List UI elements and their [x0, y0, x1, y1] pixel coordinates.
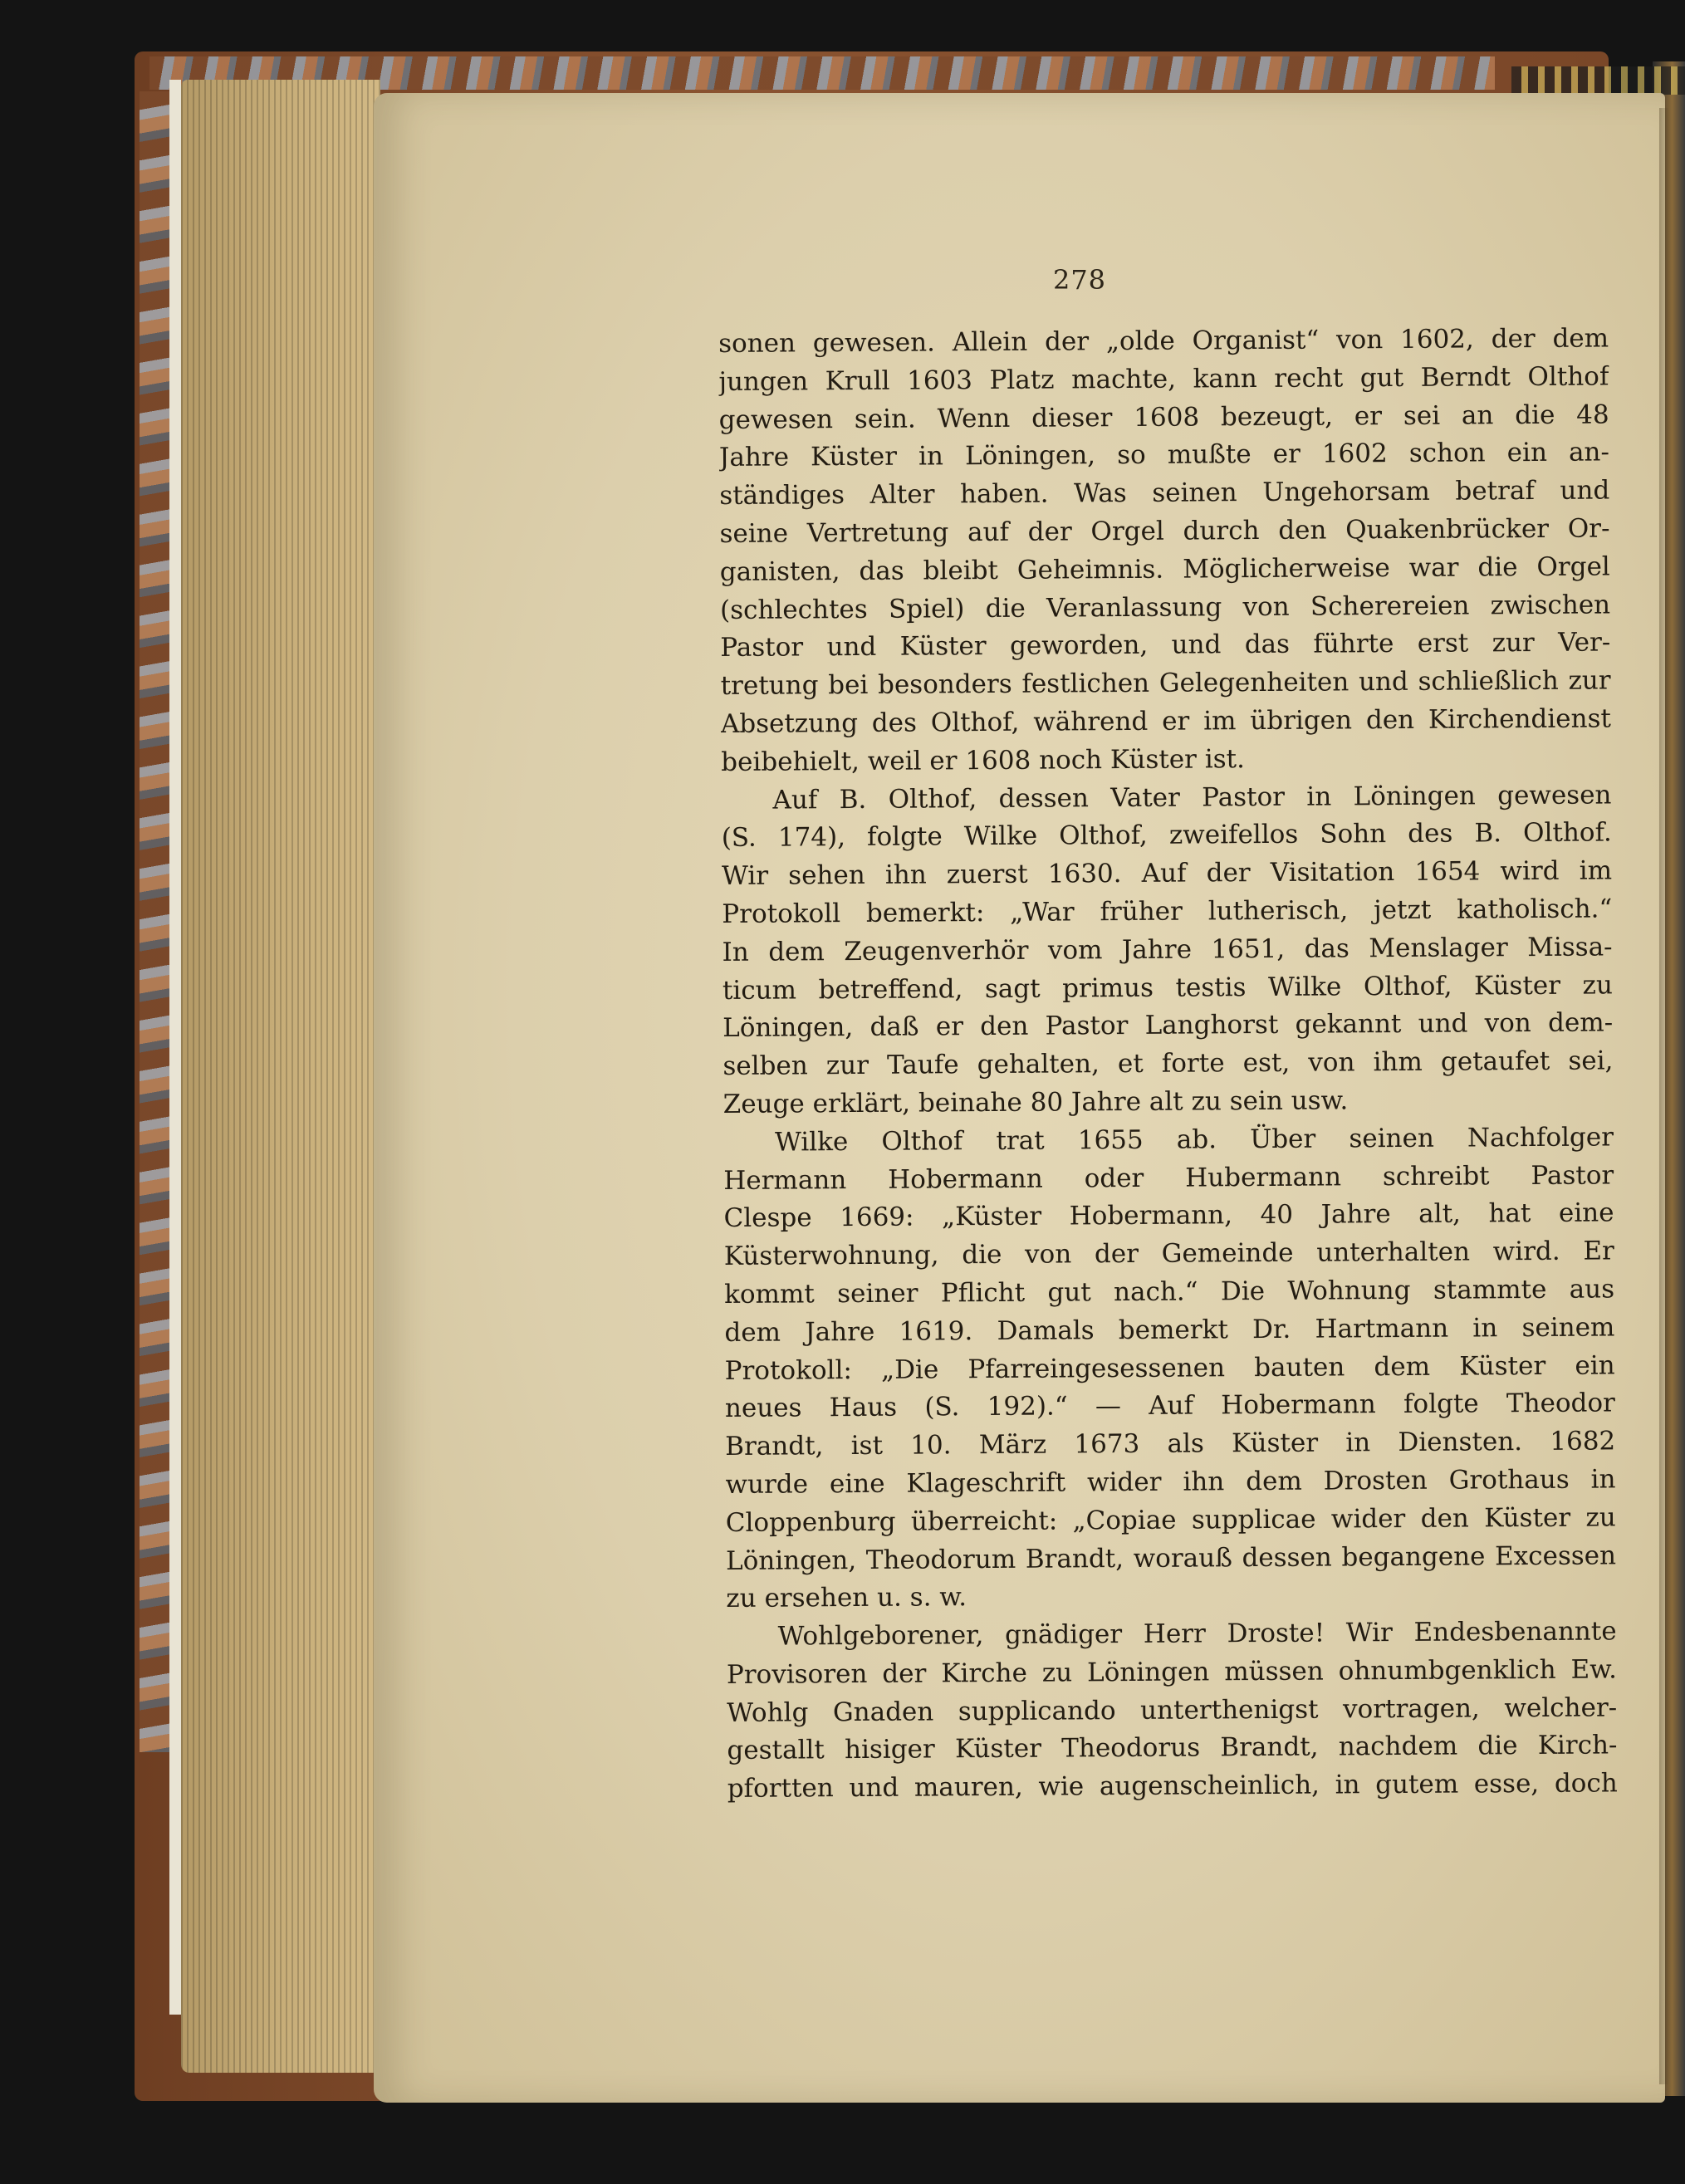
- text-line: (schlechtes Spiel) die Veranlassung von Scherereien zwischen: [719, 590, 1611, 625]
- text-line: (S. 174), folgte Wilke Olthof, zweifellos Sohn des B. Olthof.: [721, 817, 1612, 854]
- text-line: neues Haus (S. 192).“ — Auf Hobermann folgte Theodor: [724, 1388, 1616, 1424]
- text-line: Jahre Küster in Löningen, so mußte er 1602 schon ein an-: [718, 437, 1610, 473]
- text-line: Wir sehen ihn zuerst 1630. Auf der Visitation 1654 wird im: [721, 855, 1613, 892]
- text-line: Wohlg Gnaden supplicando unterthenigst vortragen, welcher-: [727, 1692, 1618, 1728]
- text-line: Löningen, daß er den Pastor Langhorst gekannt und von dem-: [722, 1007, 1614, 1044]
- text-line: zu ersehen u. s. w.: [726, 1582, 967, 1614]
- text-line: sonen gewesen. Allein der „olde Organist“ von 1602, der dem: [718, 323, 1609, 359]
- text-line: gewesen sein. Wenn dieser 1608 bezeugt, er sei an die 48: [718, 399, 1609, 435]
- body-text: [718, 320, 1618, 1809]
- ruler-strip: [1511, 66, 1685, 95]
- text-line: Clespe 1669: „Küster Hobermann, 40 Jahre alt, hat eine: [723, 1197, 1614, 1234]
- text-line: Zeuge erklärt, beinahe 80 Jahre alt zu sein usw.: [722, 1085, 1349, 1119]
- text-line: In dem Zeugenverhör vom Jahre 1651, das Menslager Missa-: [722, 932, 1613, 967]
- text-line: dem Jahre 1619. Damals bemerkt Dr. Hartmann in seinem: [724, 1312, 1615, 1348]
- text-line: Absetzung des Olthof, während er im übrigen den Kirchendienst: [720, 703, 1612, 739]
- text-line: tretung bei besonders festlichen Gelegenheiten und schließlich zur: [720, 665, 1611, 702]
- text-line: ganisten, das bleibt Geheimnis. Möglicherweise war die Orgel: [719, 551, 1610, 587]
- text-line: Cloppenburg überreicht: „Copiae supplicae wider den Küster zu: [725, 1502, 1616, 1538]
- text-line: Provisoren der Kirche zu Löningen müssen ohnumbgenklich Ew.: [726, 1654, 1618, 1690]
- text-line: Pastor und Küster geworden, und das führte erst zur Ver-: [720, 627, 1611, 664]
- text-line: Küsterwohnung, die von der Gemeinde unterhalten wird. Er: [723, 1236, 1614, 1272]
- text-line: kommt seiner Pflicht gut nach.“ Die Wohnung stammte aus: [724, 1274, 1615, 1310]
- page-gutter-shadow: [1659, 108, 1669, 2084]
- text-line: ständiges Alter haben. Was seinen Ungehorsam betraf und: [719, 475, 1610, 512]
- text-line: Wohlgeborener, gnädiger Herr Droste! Wir Endesbenannte: [777, 1616, 1617, 1652]
- text-line: gestallt hisiger Küster Theodorus Brandt, nachdem die Kirch-: [727, 1730, 1618, 1766]
- text-line: Protokoll: „Die Pfarreingesessenen bauten dem Küster ein: [724, 1349, 1615, 1386]
- text-line: pfortten und mauren, wie augenscheinlich, in gutem esse, doch: [727, 1768, 1618, 1804]
- text-line: jungen Krull 1603 Platz machte, kann recht gut Berndt Olthof: [718, 361, 1609, 397]
- page-stack-edges: [181, 80, 380, 2073]
- page-number: 278: [1052, 264, 1107, 296]
- text-line: Brandt, ist 10. März 1673 als Küster in Diensten. 1682: [725, 1426, 1616, 1462]
- page-block-white-edge: [169, 80, 181, 2015]
- text-line: Löningen, Theodorum Brandt, worauß dessen begangene Excessen: [725, 1540, 1617, 1576]
- text-line: ticum betreffend, sagt primus testis Wilke Olthof, Küster zu: [722, 969, 1613, 1006]
- text-line: Auf B. Olthof, dessen Vater Pastor in Löningen gewesen: [772, 780, 1612, 815]
- text-line: seine Vertretung auf der Orgel durch den Quakenbrücker Or-: [719, 513, 1610, 549]
- text-line: Hermann Hobermann oder Hubermann schreibt Pastor: [723, 1159, 1614, 1196]
- text-line: wurde eine Klageschrift wider ihn dem Drosten Grothaus in: [725, 1464, 1616, 1500]
- text-line: Wilke Olthof trat 1655 ab. Über seinen Nachfolger: [774, 1122, 1614, 1158]
- marbled-edge-left: [140, 91, 171, 1752]
- text-line: selben zur Taufe gehalten, et forte est, von ihm getaufet sei,: [722, 1045, 1614, 1082]
- text-line: Protokoll bemerkt: „War früher lutherisch, jetzt katholisch.“: [722, 894, 1613, 929]
- text-line: beibehielt, weil er 1608 noch Küster ist.: [721, 743, 1246, 777]
